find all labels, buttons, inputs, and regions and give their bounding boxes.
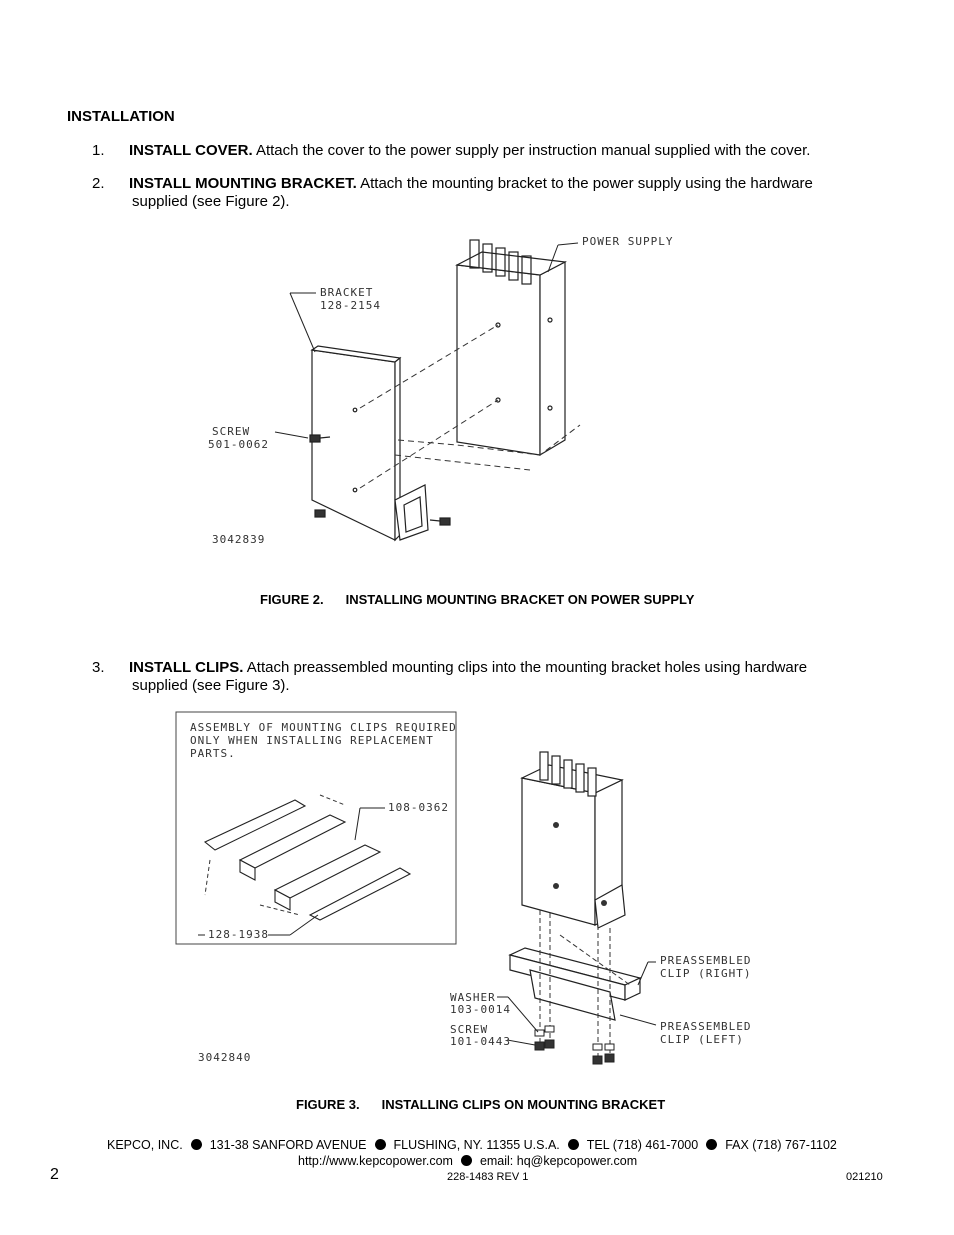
figure-title: INSTALLING CLIPS ON MOUNTING BRACKET <box>381 1097 666 1112</box>
bullet-icon <box>375 1139 386 1150</box>
step-number: 2. <box>92 175 105 192</box>
footer-company: KEPCO, INC. <box>107 1138 183 1152</box>
step-1 <box>92 142 810 160</box>
step-number: 3. <box>92 659 105 676</box>
step-2 <box>92 175 813 211</box>
step-text: Attach the cover to the power supply per instruction manual supplied with the cover. <box>252 142 811 159</box>
callout-washer: WASHER <box>450 991 496 1004</box>
step-3 <box>92 659 807 695</box>
callout-washer-part-number: 103-0014 <box>450 1003 511 1016</box>
callout-screw-part-number: 101-0443 <box>450 1035 511 1048</box>
figure-title: INSTALLING MOUNTING BRACKET ON POWER SUPPLY <box>345 592 695 607</box>
footer-address: 131-38 SANFORD AVENUE <box>209 1138 367 1152</box>
figure-3-caption <box>296 1097 665 1112</box>
callout-preassembled-right-1: PREASSEMBLED <box>660 954 752 967</box>
step-title: INSTALL MOUNTING BRACKET. <box>129 175 357 192</box>
step-title: INSTALL COVER. <box>129 142 253 159</box>
footer-website-link[interactable]: http://www.kepcopower.com <box>298 1154 453 1168</box>
section-heading: INSTALLATION <box>67 108 175 125</box>
callout-screw-part-number: 501-0062 <box>208 438 269 451</box>
callout-preassembled-right-2: CLIP (RIGHT) <box>660 967 752 980</box>
callout-power-supply: POWER SUPPLY <box>582 235 674 248</box>
footer-city: FLUSHING, NY. 11355 U.S.A. <box>393 1138 560 1152</box>
footer-email-link[interactable]: email: hq@kepcopower.com <box>479 1154 638 1168</box>
drawing-number: 3042839 <box>212 533 266 546</box>
footer-tel: TEL (718) 461-7000 <box>586 1138 699 1152</box>
bullet-icon <box>706 1139 717 1150</box>
bullet-icon <box>461 1155 472 1166</box>
bullet-icon <box>568 1139 579 1150</box>
step-text-continued: supplied (see Figure 3). <box>132 677 290 694</box>
document-number: 228-1483 REV 1 <box>447 1171 529 1183</box>
figure-label: FIGURE 2. <box>260 592 324 607</box>
callout-preassembled-left-2: CLIP (LEFT) <box>660 1033 744 1046</box>
footer-web-line <box>298 1154 637 1168</box>
callout-screw: SCREW <box>450 1023 489 1036</box>
page-number: 2 <box>50 1166 59 1183</box>
callout-screw: SCREW <box>212 425 251 438</box>
figure-label: FIGURE 3. <box>296 1097 360 1112</box>
step-text-continued: supplied (see Figure 2). <box>132 193 290 210</box>
drawing-number: 3042840 <box>198 1051 252 1064</box>
footer-fax: FAX (718) 767-1102 <box>725 1138 837 1152</box>
step-title: INSTALL CLIPS. <box>129 659 244 676</box>
callout-bracket-part-number: 128-1938 <box>208 928 269 941</box>
step-text: Attach the mounting bracket to the power supply using the hardware <box>356 175 813 192</box>
date-code: 021210 <box>846 1171 883 1183</box>
callout-clip-part-number: 108-0362 <box>388 801 449 814</box>
note-line-3: PARTS. <box>190 747 236 760</box>
figure-2-caption <box>260 592 694 607</box>
bullet-icon <box>191 1139 202 1150</box>
footer-contact-line <box>107 1138 837 1152</box>
note-line-2: ONLY WHEN INSTALLING REPLACEMENT <box>190 734 434 747</box>
callout-preassembled-left-1: PREASSEMBLED <box>660 1020 752 1033</box>
step-text: Attach preassembled mounting clips into the mounting bracket holes using hardware <box>243 659 808 676</box>
note-line-1: ASSEMBLY OF MOUNTING CLIPS REQUIRED <box>190 721 457 734</box>
callout-bracket: BRACKET <box>320 286 374 299</box>
callout-bracket-part-number: 128-2154 <box>320 299 381 312</box>
step-number: 1. <box>92 142 105 159</box>
